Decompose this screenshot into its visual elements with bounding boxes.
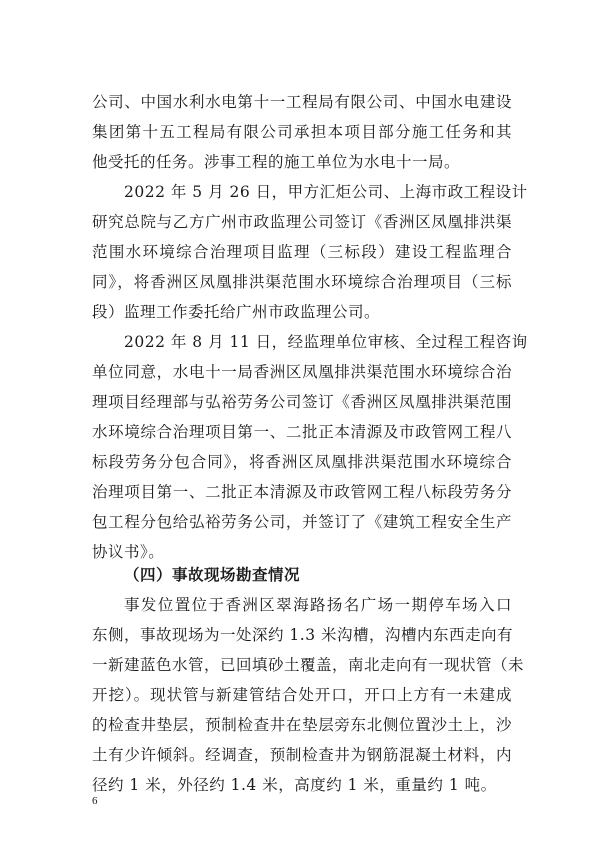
text-line: 事发位置位于香洲区翠海路扬名广场一期停车场入口 <box>124 596 512 614</box>
text-line: 同》，将香洲区凤凰排洪渠范围水环境综合治理项目（三标 <box>92 273 512 291</box>
text-line: 2022 年 8 月 11 日，经监理单位审核、全过程工程咨询 <box>124 333 528 351</box>
text-line: 土有少许倾斜。经调查，预制检查井为钢筋混凝土材料，内 <box>92 746 512 764</box>
text-line: 协议书》。 <box>92 543 165 561</box>
text-line: 标段劳务分包合同》，将香洲区凤凰排洪渠范围水环境综合 <box>92 453 512 471</box>
text-line: 包工程分包给弘裕劳务公司，并签订了《建筑工程安全生产 <box>92 513 512 531</box>
text-line: 单位同意，水电十一局香洲区凤凰排洪渠范围水环境综合治 <box>92 363 512 381</box>
text-line: 集团第十五工程局有限公司承担本项目部分施工任务和其 <box>92 123 512 141</box>
text-line: 开挖）。现状管与新建管结合处开口，开口上方有一未建成 <box>92 686 512 704</box>
text-line: 理项目经理部与弘裕劳务公司签订《香洲区凤凰排洪渠范围 <box>92 393 512 411</box>
text-line: 径约 1 米，外径约 1.4 米，高度约 1 米，重量约 1 吨。 <box>92 776 497 794</box>
text-line: 东侧，事故现场为一处深约 1.3 米沟槽，沟槽内东西走向有 <box>92 626 514 644</box>
text-line: 他受托的任务。涉事工程的施工单位为水电十一局。 <box>92 153 461 171</box>
text-line: 水环境综合治理项目第一、二批正本清源及市政管网工程八 <box>92 423 512 441</box>
text-line: 范围水环境综合治理项目监理（三标段）建设工程监理合 <box>92 243 512 261</box>
text-line: 一新建蓝色水管，已回填砂土覆盖，南北走向有一现状管（未 <box>92 656 525 674</box>
text-line: 段）监理工作委托给广州市政监理公司。 <box>92 303 381 321</box>
text-line: 的检查井垫层，预制检查井在垫层旁东北侧位置沙土上，沙 <box>92 716 512 734</box>
section-heading: （四）事故现场勘查情况 <box>124 566 301 584</box>
text-line: 2022 年 5 月 26 日，甲方汇炬公司、上海市政工程设计 <box>124 183 528 201</box>
text-line: 研究总院与乙方广州市政监理公司签订《香洲区凤凰排洪渠 <box>92 213 512 231</box>
text-line: 治理项目第一、二批正本清源及市政管网工程八标段劳务分 <box>92 483 512 501</box>
page-number: 6 <box>92 795 98 807</box>
text-line: 公司、中国水利水电第十一工程局有限公司、中国水电建设 <box>92 93 512 111</box>
